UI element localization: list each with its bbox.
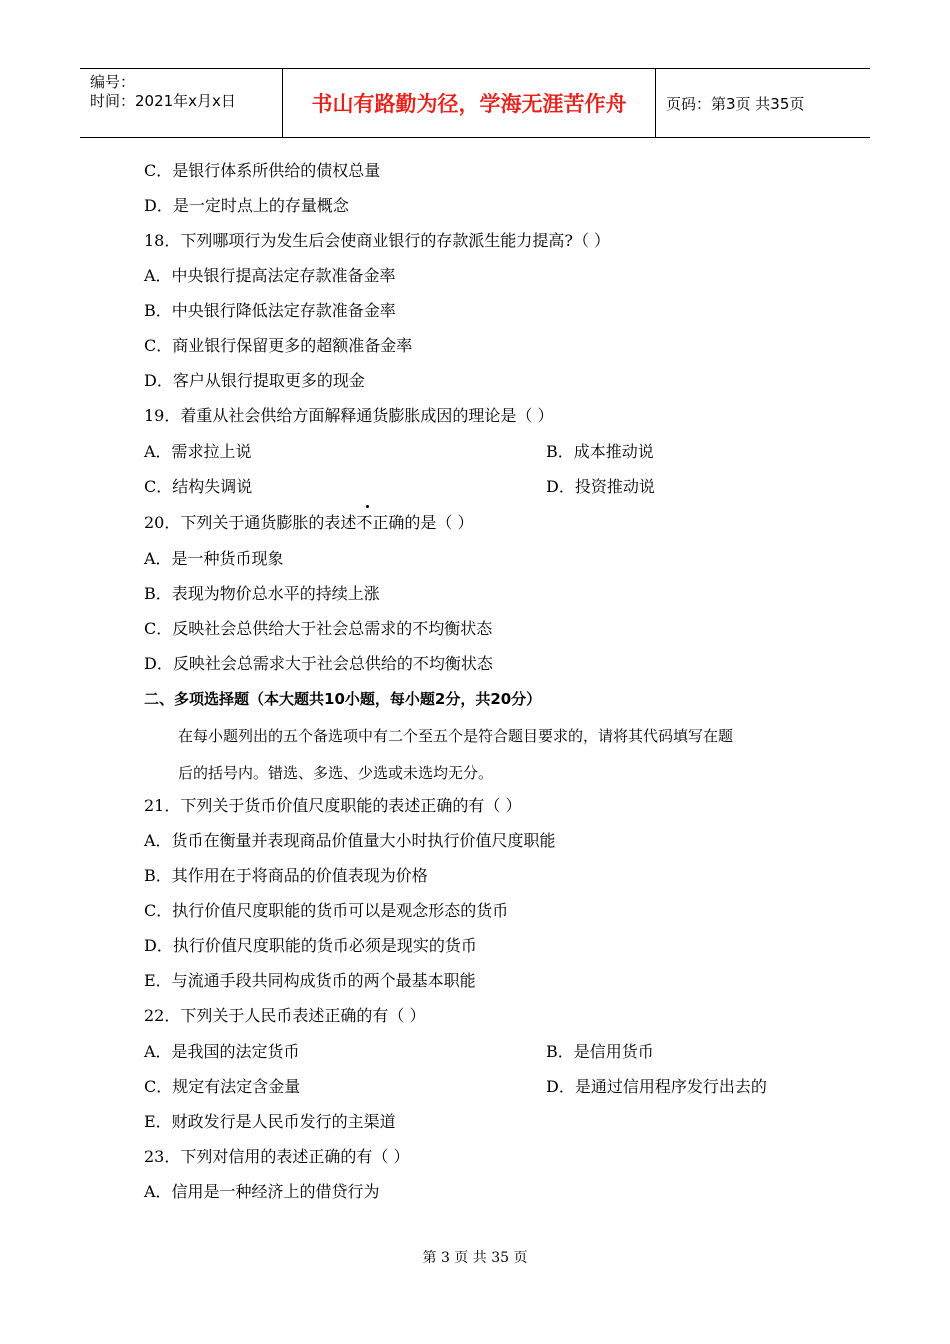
option-line: C．结构失调说	[144, 477, 253, 496]
option-line: A．中央银行提高法定存款准备金率	[144, 266, 396, 285]
doc-date-label: 时间：2021年x月x日	[90, 92, 236, 110]
option-line: B．其作用在于将商品的价值表现为价格	[144, 866, 428, 885]
option-line: C．是银行体系所供给的债权总量	[144, 161, 381, 180]
option-line: A．是一种货币现象	[144, 549, 284, 568]
option-line: C．商业银行保留更多的超额准备金率	[144, 336, 413, 355]
option-line: C．反映社会总供给大于社会总需求的不均衡状态	[144, 619, 493, 638]
doc-number-label: 编号：	[90, 73, 136, 91]
option-line: B．表现为物价总水平的持续上涨	[144, 584, 380, 603]
option-line: C．规定有法定含金量	[144, 1077, 301, 1096]
option-line: B．是信用货币	[546, 1042, 654, 1061]
page-footer: 第 3 页 共 35 页	[422, 1250, 528, 1266]
option-line: D．反映社会总需求大于社会总供给的不均衡状态	[144, 654, 493, 673]
option-line: E．与流通手段共同构成货币的两个最基本职能	[144, 971, 476, 990]
option-line: D．投资推动说	[546, 477, 655, 496]
question-22: 22．下列关于人民币表述正确的有（ ）	[144, 1006, 426, 1025]
question-19: 19．着重从社会供给方面解释通货膨胀成因的理论是（ ）	[144, 406, 554, 425]
option-line: D．是通过信用程序发行出去的	[546, 1077, 767, 1096]
header-motto: 书山有路勤为径，学海无涯苦作舟	[282, 69, 656, 137]
option-line: B．成本推动说	[546, 442, 654, 461]
section-heading: 二、多项选择题（本大题共10小题，每小题2分，共20分）	[144, 690, 542, 708]
option-line: D．客户从银行提取更多的现金	[144, 371, 365, 390]
header-left	[80, 69, 280, 137]
question-20: 20．下列关于通货膨胀的表述不正确的是（ ）	[144, 513, 474, 532]
section-instructions: 后的括号内。错选、多选、少选或未选均无分。	[178, 764, 494, 782]
option-line: A．货币在衡量并表现商品价值量大小时执行价值尺度职能	[144, 831, 556, 850]
option-line: A．是我国的法定货币	[144, 1042, 300, 1061]
question-21: 21．下列关于货币价值尺度职能的表述正确的有（ ）	[144, 796, 522, 815]
option-line: A．需求拉上说	[144, 442, 252, 461]
emphasis-dot	[366, 505, 369, 508]
option-line: B．中央银行降低法定存款准备金率	[144, 301, 396, 320]
option-line: D．执行价值尺度职能的货币必须是现实的货币	[144, 936, 477, 955]
option-line: E．财政发行是人民币发行的主渠道	[144, 1112, 396, 1131]
option-line: D．是一定时点上的存量概念	[144, 196, 349, 215]
header-page-number: 页码：第3页 共35页	[666, 94, 805, 113]
section-instructions: 在每小题列出的五个备选项中有二个至五个是符合题目要求的，请将其代码填写在题	[178, 727, 734, 745]
option-line: C．执行价值尺度职能的货币可以是观念形态的货币	[144, 901, 509, 920]
question-18: 18．下列哪项行为发生后会使商业银行的存款派生能力提高?（ ）	[144, 231, 611, 250]
page-header	[80, 68, 870, 138]
question-23: 23．下列对信用的表述正确的有（ ）	[144, 1147, 410, 1166]
option-line: A．信用是一种经济上的借贷行为	[144, 1182, 380, 1201]
